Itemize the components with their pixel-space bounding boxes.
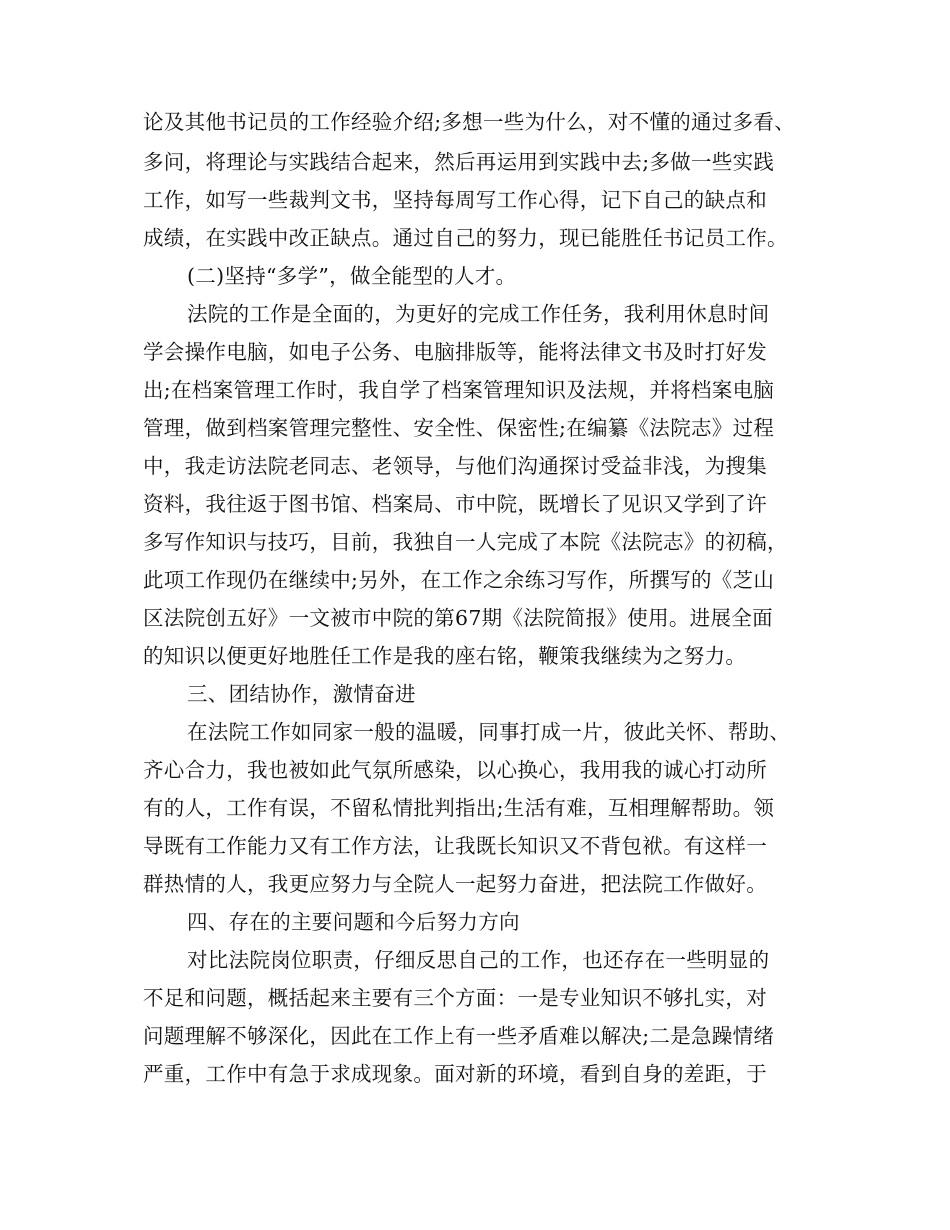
text-line: 不足和问题，概括起来主要有三个方面：一是专业知识不够扎实，对 [143, 986, 767, 1010]
text-line: 多写作知识与技巧，目前，我独自一人完成了本院《法院志》的初稿， [143, 530, 788, 554]
text-line: 管理，做到档案管理完整性、安全性、保密性;在编纂《法院志》过程 [143, 416, 775, 440]
text-line: 的知识以便更好地胜任工作是我的座右铭，鞭策我继续为之努力。 [143, 644, 747, 668]
section-heading: 四、存在的主要问题和今后努力方向 [187, 910, 520, 934]
text-line: 对比法院岗位职责，仔细反思自己的工作，也还存在一些明显的 [187, 948, 770, 972]
section-heading: (二)坚持“多学”，做全能型的人才。 [187, 264, 517, 288]
text-line: 导既有工作能力又有工作方法，让我既长知识又不背包袱。有这样一 [143, 834, 767, 858]
text-line: 多问，将理论与实践结合起来，然后再运用到实践中去;多做一些实践 [143, 150, 775, 174]
text-line: 学会操作电脑，如电子公务、电脑排版等，能将法律文书及时打好发 [143, 340, 767, 364]
text-line: 成绩，在实践中改正缺点。通过自己的努力，现已能胜任书记员工作。 [143, 226, 788, 250]
text-line: 出;在档案管理工作时，我自学了档案管理知识及法规，并将档案电脑 [143, 378, 775, 402]
text-line: 此项工作现仍在继续中;另外，在工作之余练习写作，所撰写的《芝山 [143, 568, 775, 592]
text-line: 严重，工作中有急于求成现象。面对新的环境，看到自身的差距，于 [143, 1062, 767, 1086]
text-line: 论及其他书记员的工作经验介绍;多想一些为什么，对不懂的通过多看、 [143, 110, 796, 134]
text-line: 齐心合力，我也被如此气氛所感染，以心换心，我用我的诚心打动所 [143, 758, 767, 782]
text-line: 问题理解不够深化，因此在工作上有一些矛盾难以解决;二是急躁情绪 [143, 1024, 775, 1048]
section-heading: 三、团结协作，激情奋进 [187, 682, 416, 706]
text-line: 资料，我往返于图书馆、档案局、市中院，既增长了见识又学到了许 [143, 492, 767, 516]
text-line: 在法院工作如同家一般的温暖，同事打成一片，彼此关怀、帮助、 [187, 720, 791, 744]
text-line: 区法院创五好》一文被市中院的第67期《法院简报》使用。进展全面 [143, 606, 773, 630]
text-line: 中，我走访法院老同志、老领导，与他们沟通探讨受益非浅，为搜集 [143, 454, 767, 478]
text-line: 工作，如写一些裁判文书，坚持每周写工作心得，记下自己的缺点和 [143, 188, 767, 212]
text-line: 有的人，工作有误，不留私情批判指出;生活有难，互相理解帮助。领 [143, 796, 775, 820]
text-line: 群热情的人，我更应努力与全院人一起努力奋进，把法院工作做好。 [143, 872, 767, 896]
text-line: 法院的工作是全面的，为更好的完成工作任务，我利用休息时间 [187, 302, 770, 326]
